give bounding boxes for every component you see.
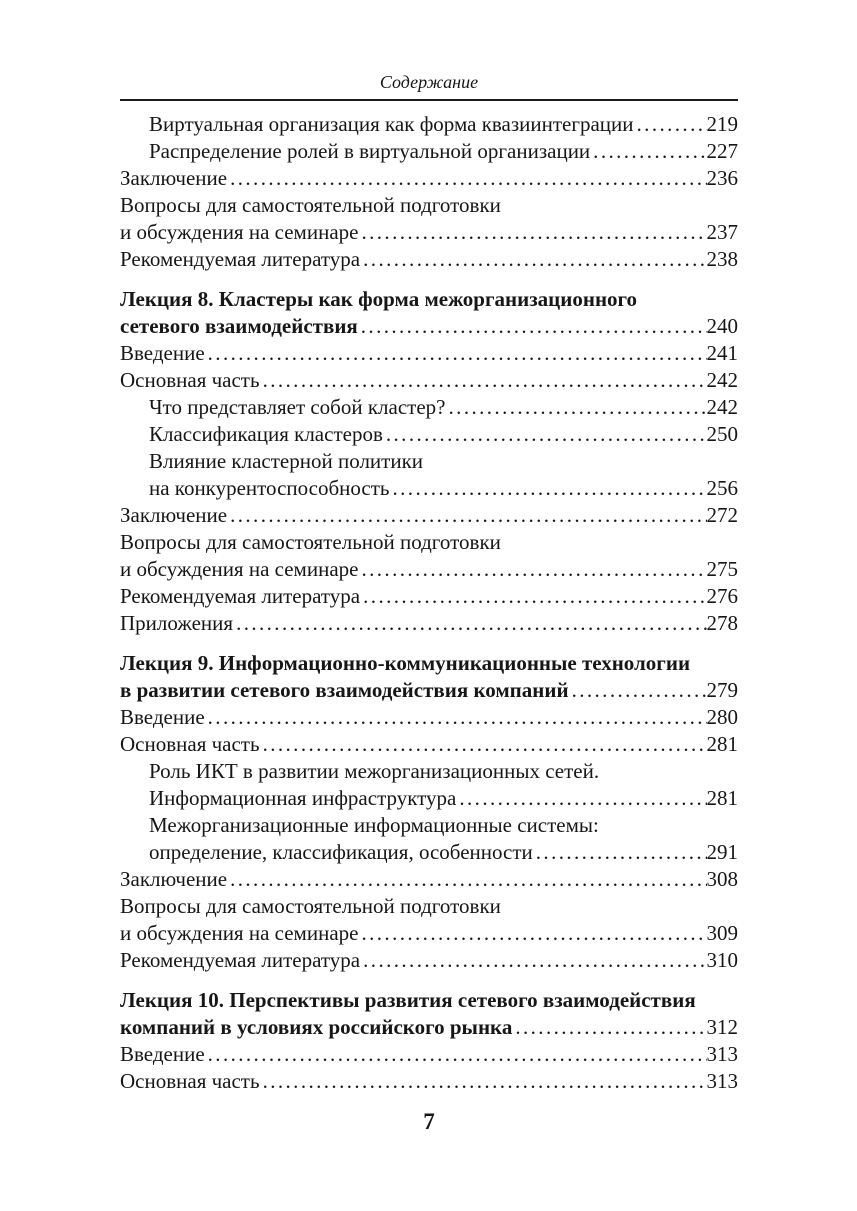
toc-entry-line	[120, 246, 738, 273]
dot-leader	[263, 367, 707, 394]
toc-page-number: 291	[706, 840, 738, 864]
toc-entry-text: Основная часть	[120, 732, 260, 756]
toc-entry-text: Основная часть	[120, 368, 260, 392]
toc-entry-line	[120, 421, 738, 448]
toc-entry-text: Роль ИКТ в развитии межорганизационных сетей.	[149, 759, 600, 783]
dot-leader	[393, 475, 707, 502]
toc-page-number: 236	[706, 166, 738, 190]
toc-entry-line	[120, 839, 738, 866]
toc-entry-text: и обсуждения на семинаре	[120, 921, 359, 945]
table-of-contents	[120, 111, 738, 1095]
toc-entry-text: Лекция 8. Кластеры как форма межорганизационного	[120, 287, 638, 311]
dot-leader	[363, 947, 706, 974]
toc-entry-line	[120, 812, 738, 839]
toc-entry-text: Введение	[120, 341, 205, 365]
toc-section	[120, 987, 738, 1095]
toc-page-number: 308	[706, 867, 738, 891]
running-head	[120, 71, 738, 93]
toc-entry-line	[120, 448, 738, 475]
toc-page-number: 278	[706, 611, 738, 635]
toc-entry-line	[120, 758, 738, 785]
toc-page-number: 310	[706, 948, 738, 972]
toc-entry-line	[120, 920, 738, 947]
toc-entry-text: Межорганизационные информационные системы:	[149, 813, 599, 837]
toc-entry-text: Вопросы для самостоятельной подготовки	[120, 894, 501, 918]
toc-entry-line	[120, 556, 738, 583]
toc-entry-line	[120, 1014, 738, 1041]
toc-entry-text: компаний в условиях российского рынка	[120, 1015, 513, 1039]
toc-entry-text: Вопросы для самостоятельной подготовки	[120, 193, 501, 217]
toc-entry-text: Классификация кластеров	[149, 422, 383, 446]
dot-leader	[459, 785, 706, 812]
toc-entry-text: Влияние кластерной политики	[149, 449, 424, 473]
dot-leader	[208, 340, 707, 367]
toc-entry-line	[120, 475, 738, 502]
dot-leader	[236, 610, 706, 637]
dot-leader	[515, 1014, 706, 1041]
toc-entry-line	[120, 138, 738, 165]
toc-entry-text: в развитии сетевого взаимодействия компаний	[120, 678, 569, 702]
toc-entry-text: Рекомендуемая литература	[120, 948, 361, 972]
dot-leader	[230, 502, 706, 529]
toc-page-number: 309	[706, 921, 738, 945]
toc-page-number: 238	[706, 247, 738, 271]
toc-entry-line	[120, 394, 738, 421]
toc-entry-text: Введение	[120, 1042, 205, 1066]
toc-entry-line	[120, 731, 738, 758]
toc-entry-line	[120, 340, 738, 367]
dot-leader	[230, 866, 706, 893]
dot-leader	[363, 583, 706, 610]
dot-leader	[536, 839, 707, 866]
dot-leader	[361, 920, 706, 947]
toc-entry-line	[120, 893, 738, 920]
toc-entry-text: Заключение	[120, 166, 228, 190]
dot-leader	[363, 246, 706, 273]
toc-entry-text: Заключение	[120, 867, 228, 891]
toc-entry-line	[120, 583, 738, 610]
header-rule	[120, 99, 738, 101]
toc-entry-text: Информационная инфраструктура	[149, 786, 457, 810]
toc-page-number: 272	[706, 503, 738, 527]
dot-leader	[361, 313, 707, 340]
toc-entry-line	[120, 219, 738, 246]
toc-entry-text: сетевого взаимодействия	[120, 314, 358, 338]
toc-page-number: 280	[706, 705, 738, 729]
dot-leader	[572, 677, 707, 704]
toc-entry-text: определение, классификация, особенности	[149, 840, 533, 864]
toc-entry-line	[120, 866, 738, 893]
dot-leader	[386, 421, 707, 448]
toc-entry-text: Вопросы для самостоятельной подготовки	[120, 530, 501, 554]
toc-entry-line	[120, 987, 738, 1014]
toc-section	[120, 286, 738, 637]
page-header-title: Содержание	[379, 72, 479, 92]
toc-entry-text: Распределение ролей в виртуальной организации	[149, 139, 591, 163]
toc-page-number: 276	[706, 584, 738, 608]
toc-entry-line	[120, 947, 738, 974]
toc-entry-line	[120, 313, 738, 340]
dot-leader	[449, 394, 707, 421]
toc-section	[120, 111, 738, 273]
toc-page-number: 275	[706, 557, 738, 581]
toc-page-number: 227	[706, 139, 738, 163]
toc-page-number: 312	[706, 1015, 738, 1039]
toc-entry-text: Заключение	[120, 503, 228, 527]
toc-entry-line	[120, 610, 738, 637]
toc-entry-text: Рекомендуемая литература	[120, 584, 361, 608]
toc-entry-line	[120, 192, 738, 219]
dot-leader	[361, 556, 706, 583]
footer-page-number: 7	[423, 1109, 435, 1134]
dot-leader	[208, 704, 707, 731]
toc-page-number: 256	[706, 476, 738, 500]
toc-page-number: 242	[706, 368, 738, 392]
toc-page-number: 281	[706, 732, 738, 756]
toc-entry-line	[120, 529, 738, 556]
dot-leader	[263, 731, 707, 758]
toc-entry-text: и обсуждения на семинаре	[120, 220, 359, 244]
toc-page-number: 279	[706, 678, 738, 702]
toc-entry-line	[120, 650, 738, 677]
toc-entry-text: Основная часть	[120, 1069, 260, 1093]
toc-page-number: 281	[706, 786, 738, 810]
toc-entry-line	[120, 111, 738, 138]
toc-entry-line	[120, 677, 738, 704]
toc-entry-text: и обсуждения на семинаре	[120, 557, 359, 581]
toc-page-number: 219	[706, 112, 738, 136]
toc-entry-text: Рекомендуемая литература	[120, 247, 361, 271]
toc-entry-text: на конкурентоспособность	[149, 476, 390, 500]
toc-entry-line	[120, 785, 738, 812]
toc-entry-text: Введение	[120, 705, 205, 729]
toc-section	[120, 650, 738, 974]
toc-entry-text: Виртуальная организация как форма квазиинтеграции	[149, 112, 634, 136]
toc-entry-line	[120, 704, 738, 731]
toc-entry-line	[120, 1068, 738, 1095]
toc-entry-line	[120, 367, 738, 394]
toc-entry-line	[120, 502, 738, 529]
toc-entry-text: Лекция 9. Информационно-коммуникационные технологии	[120, 651, 691, 675]
toc-page-number: 237	[706, 220, 738, 244]
dot-leader	[263, 1068, 707, 1095]
dot-leader	[361, 219, 706, 246]
dot-leader	[593, 138, 706, 165]
toc-page-number: 313	[706, 1042, 738, 1066]
dot-leader	[208, 1041, 707, 1068]
toc-page-number: 240	[706, 314, 738, 338]
dot-leader	[637, 111, 707, 138]
toc-page-number: 242	[706, 395, 738, 419]
toc-entry-text: Что представляет собой кластер?	[149, 395, 446, 419]
toc-entry-line	[120, 286, 738, 313]
toc-entry-text: Лекция 10. Перспективы развития сетевого взаимодействия	[120, 988, 696, 1012]
toc-entry-text: Приложения	[120, 611, 234, 635]
toc-page-number: 250	[706, 422, 738, 446]
toc-entry-line	[120, 1041, 738, 1068]
dot-leader	[230, 165, 706, 192]
toc-entry-line	[120, 165, 738, 192]
toc-page-number: 313	[706, 1069, 738, 1093]
toc-page-number: 241	[706, 341, 738, 365]
